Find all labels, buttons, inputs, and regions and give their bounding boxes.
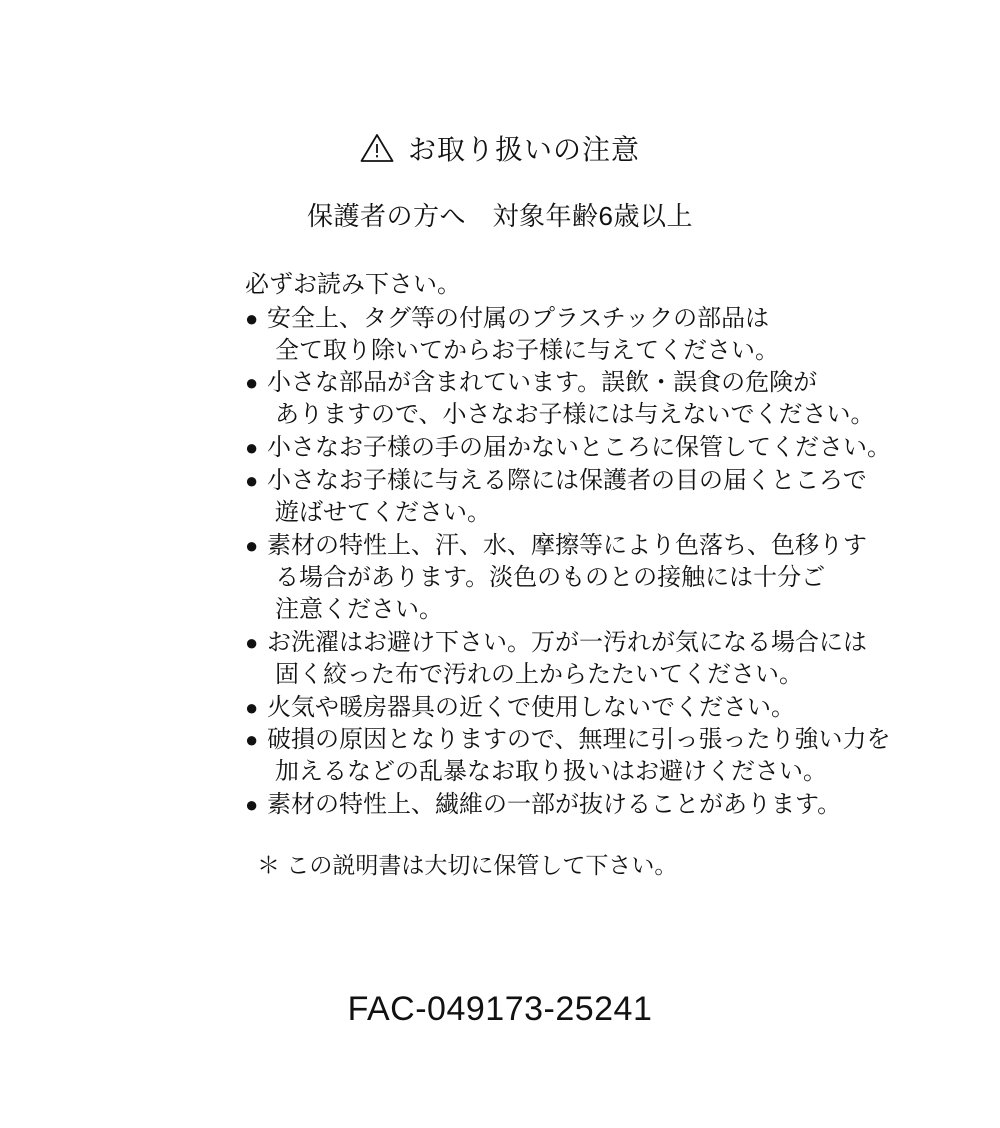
bullet-icon: ● [245, 694, 259, 720]
list-item-line: る場合があります。淡色のものとの接触には十分ご [275, 563, 826, 591]
bullet-icon: ● [245, 727, 259, 753]
list-item-lines [267, 627, 960, 691]
bullet-icon: ● [245, 533, 259, 559]
list-item-line: 小さな部品が含まれています。誤飲・誤食の危険が [267, 369, 818, 397]
list-item-line: 安全上、タグ等の付属のプラスチックの部品は [267, 304, 770, 332]
list-item [245, 789, 960, 821]
list-item-lines [267, 367, 960, 431]
bullet-icon: ● [245, 792, 259, 818]
list-item-line: 小さなお子様の手の届かないところに保管してください。 [267, 434, 891, 462]
list-item-line: お洗濯はお避け下さい。万が一汚れが気になる場合には [267, 628, 867, 656]
list-item-lines [267, 465, 960, 529]
list-item-lines [267, 724, 960, 788]
list-item-line: 小さなお子様に与える際には保護者の目の届くところで [267, 467, 867, 495]
list-item [245, 367, 960, 431]
list-item-line: 破損の原因となりますので、無理に引っ張ったり強い力を [267, 726, 891, 754]
list-item [245, 303, 960, 367]
list-item-lines [267, 789, 960, 821]
product-code: FAC-049173-25241 [347, 990, 653, 1028]
warning-triangle-icon [360, 133, 394, 163]
bullet-icon: ● [245, 468, 259, 494]
list-item [245, 432, 960, 464]
list-item-line: ありますので、小さなお子様には与えないでください。 [275, 401, 875, 429]
list-item-line: 火気や暖房器具の近くで使用しないでください。 [267, 693, 795, 721]
title-row [0, 128, 1000, 168]
subtitle: 保護者の方へ 対象年齢6歳以上 [307, 201, 693, 231]
body-block [0, 269, 1000, 880]
list-item-line: 注意ください。 [275, 595, 443, 623]
list-item-line: 遊ばせてください。 [275, 499, 491, 527]
list-item-line: 加えるなどの乱暴なお取り扱いはお避けください。 [275, 758, 827, 786]
bullet-icon: ● [245, 305, 259, 331]
storage-note: ＊ この説明書は大切に保管して下さい。 [257, 852, 678, 879]
list-item [245, 530, 960, 626]
list-item-lines [267, 432, 960, 464]
list-item [245, 465, 960, 529]
instruction-sheet [0, 128, 1000, 1128]
subtitle-row [0, 196, 1000, 233]
list-item-lines [267, 303, 960, 367]
list-item [245, 627, 960, 691]
list-item [245, 692, 960, 724]
list-item-line: 素材の特性上、汗、水、摩擦等により色落ち、色移りす [267, 532, 867, 560]
list-item-lines [267, 530, 960, 626]
list-item-line: 固く絞った布で汚れの上からたたいてください。 [275, 660, 803, 688]
list-item [245, 724, 960, 788]
list-item-line: 全て取り除いてからお子様に与えてください。 [275, 336, 779, 364]
bullet-icon: ● [245, 370, 259, 396]
list-item-lines [267, 692, 960, 724]
bullet-icon: ● [245, 435, 259, 461]
bullet-icon: ● [245, 629, 259, 655]
page-title: お取り扱いの注意 [407, 134, 640, 165]
list-item-line: 素材の特性上、繊維の一部が抜けることがあります。 [267, 791, 842, 819]
lead-text: 必ずお読み下さい。 [245, 271, 461, 298]
